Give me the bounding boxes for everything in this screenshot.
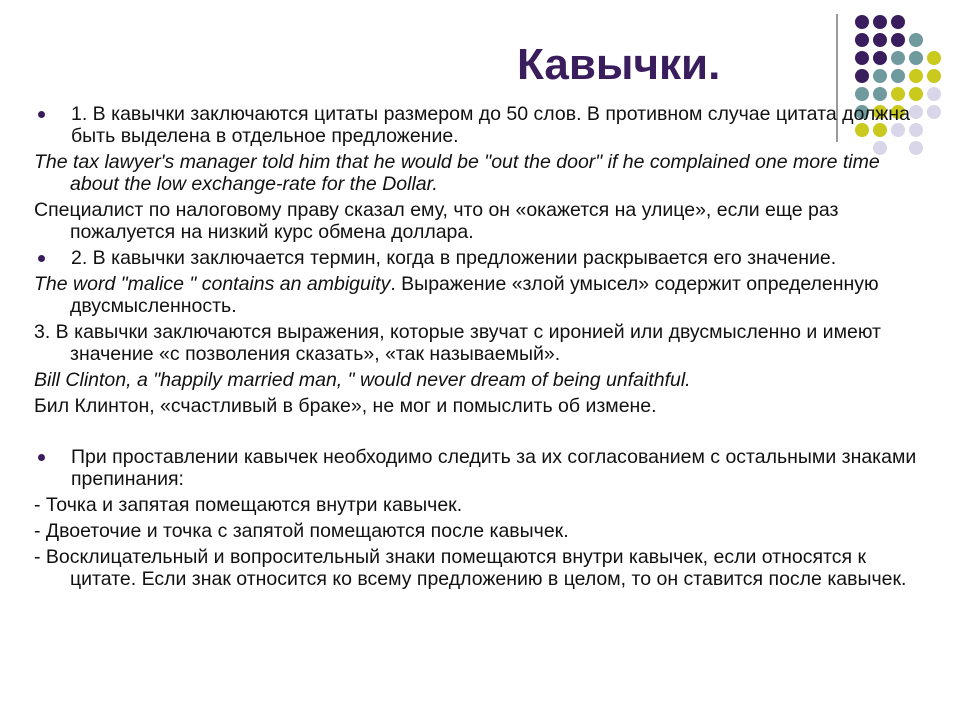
paragraph-text <box>34 273 929 317</box>
paragraph-text: - Двоеточие и точка с запятой помещаются после кавычек. <box>34 520 569 542</box>
paragraph-text: 3. В кавычки заключаются выражения, которые звучат с иронией или двусмысленно и имеют значение «с позволения сказать», «так называемый». <box>34 321 881 365</box>
paragraph-text: 2. В кавычки заключается термин, когда в предложении раскрывается его значение. <box>71 247 837 269</box>
bullet-paragraph-punctuation-agreement <box>34 446 929 490</box>
spacer <box>34 421 929 446</box>
paragraph-text: Bill Clinton, a "happily married man, " would never dream of being unfaithful. <box>34 369 691 391</box>
example-malice-mixed <box>34 273 929 317</box>
paragraph-text: При проставлении кавычек необходимо следить за их согласованием с остальными знаками препинания: <box>71 446 917 490</box>
paragraph-text: Специалист по налоговому праву сказал ему, что он «окажется на улице», если еще раз пожалуется на низкий курс обмена доллара. <box>34 199 839 243</box>
slide-body <box>34 103 929 594</box>
bullet-paragraph-quotes-citations <box>34 103 929 147</box>
slide-title: Кавычки. <box>517 40 721 89</box>
dot-row-2 <box>855 33 923 47</box>
dot-row-5 <box>855 87 941 101</box>
example-russian-clinton <box>34 395 929 417</box>
paragraph-text: Бил Клинтон, «счастливый в браке», не мог и помыслить об измене. <box>34 395 657 417</box>
italic-english-part: The word "malice " contains an ambiguity <box>34 273 391 295</box>
example-english-sentence <box>34 151 929 195</box>
example-russian-translation <box>34 199 929 243</box>
bullet-paragraph-term-definition <box>34 247 929 269</box>
paragraph-text: - Точка и запятая помещаются внутри кавычек. <box>34 494 463 516</box>
example-english-clinton <box>34 369 929 391</box>
rule-three-irony <box>34 321 929 365</box>
rule-exclamation-question <box>34 546 929 590</box>
paragraph-text: 1. В кавычки заключаются цитаты размером до 50 слов. В противном случае цитата должна быть выделена в отдельное предложение. <box>71 103 910 147</box>
dot-row-3 <box>855 51 941 65</box>
dot-row-4 <box>855 69 941 83</box>
dot-row-1 <box>855 15 905 29</box>
paragraph-text: - Восклицательный и вопросительный знаки помещаются внутри кавычек, если относятся к цитате. Если знак относится ко всему предложению в целом, то он ставится после кавычек. <box>34 546 907 590</box>
rule-period-comma <box>34 494 929 516</box>
russian-part: . Выражение «злой умысел» содержит определенную двусмысленность. <box>70 273 879 317</box>
paragraph-text: The tax lawyer's manager told him that he would be "out the door" if he complained one more time about the low exchange-rate for the Dollar. <box>34 151 880 195</box>
rule-colon-semicolon <box>34 520 929 542</box>
